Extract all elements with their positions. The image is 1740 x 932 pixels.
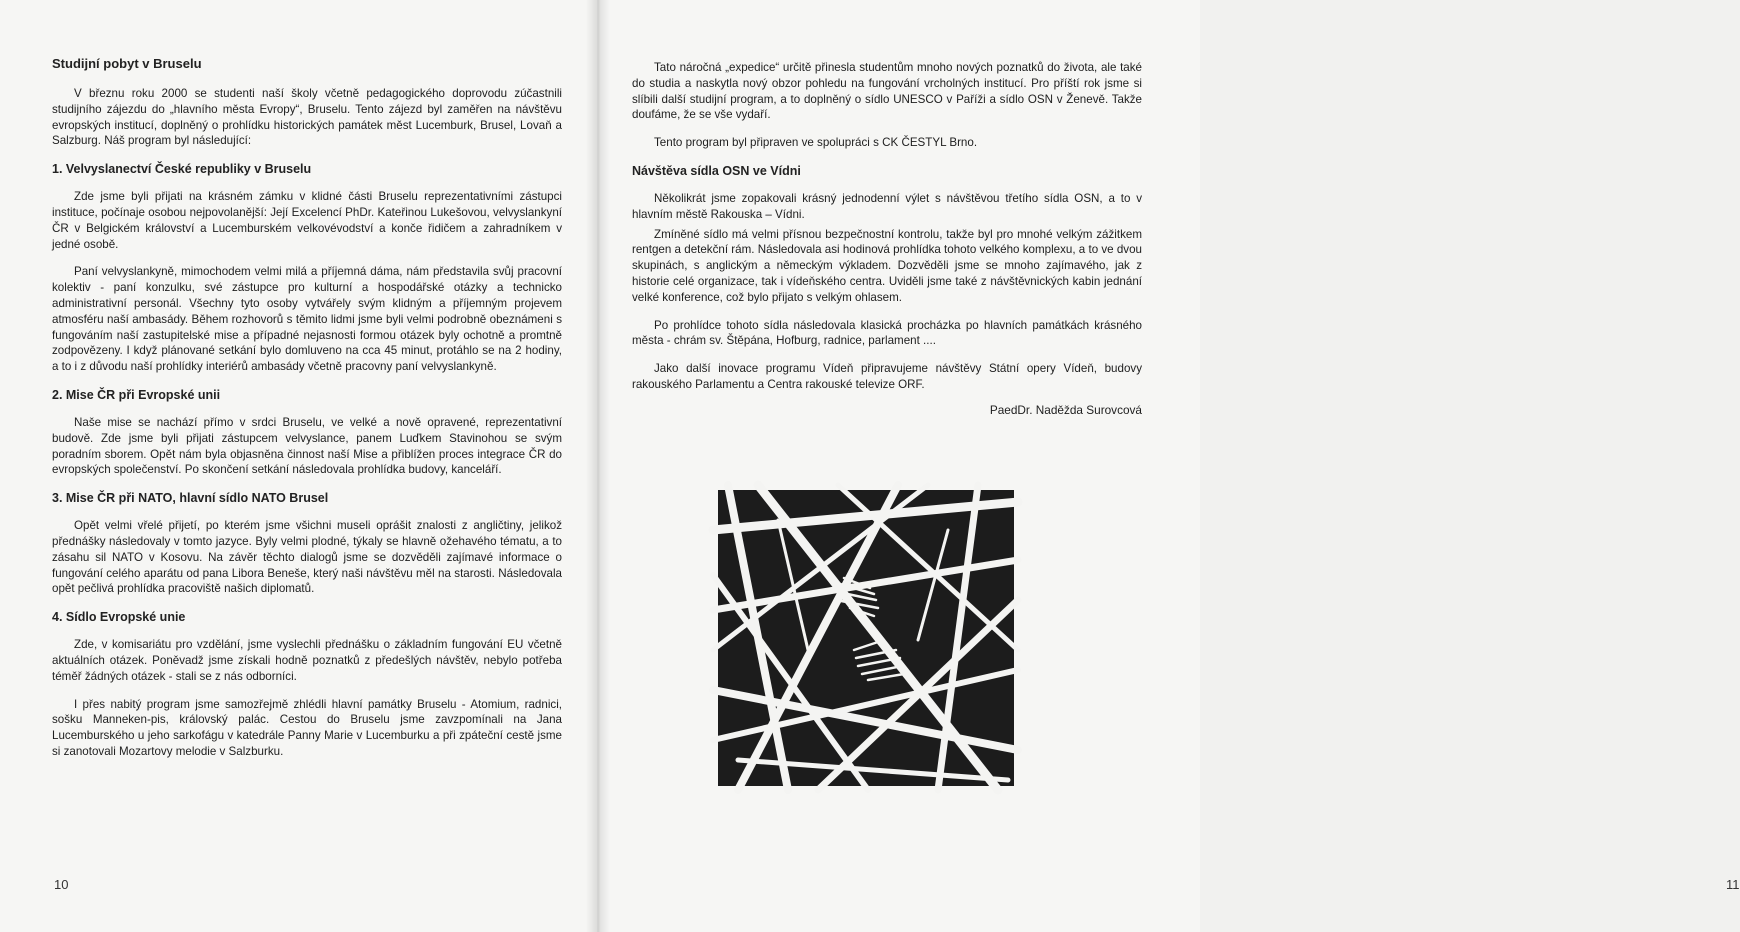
page-number-left: 10 bbox=[54, 877, 69, 892]
section-heading-eu-mission: 2. Mise ČR při Evropské unii bbox=[52, 387, 221, 402]
article-title: Studijní pobyt v Bruselu bbox=[52, 56, 202, 71]
vienna-paragraph-4: Jako další inovace programu Vídeň připravujeme návštěvy Státní opery Vídeň, budovy rakouského Parlamentu a Centra rakouské televize ORF. bbox=[632, 362, 1142, 391]
left-page-text bbox=[52, 56, 562, 772]
section-eu-mission-paragraph: Naše mise se nachází přímo v srdci Bruselu, ve velké a nově opravené, reprezentativní budově. Zde jsme byli přijati zástupcem velvyslance, panem Luďkem Stavinohou se svým poradním sborem. Opět nám byla objasněna činnost naší Mise a přiblížen proces integrace ČR do evropských společenství. Po skončení setkání následovala prohlídka budovy, kanceláří. bbox=[52, 415, 562, 477]
vienna-paragraph-3: Po prohlídce tohoto sídla následovala klasická procházka po hlavních památkách krásného města - chrám sv. Štěpána, Hofburg, radnice, parlament .... bbox=[632, 318, 1142, 348]
section-embassy-paragraph-2: Paní velvyslankyně, mimochodem velmi milá a příjemná dáma, nám představila svůj pracovní kolektiv - paní konzulku, své zástupce pro kulturní a hospodářské otázky a technicko administrativní personál. Všechny tyto osoby vytvářely svým klidným a příjemným projevem atmosféru naší ambasády. Během rozhovorů s těmito lidmi jsme byli velmi podrobně obeznámeni s fungováním naší zastupitelské mise a případné nejasnosti formou otázek byly ochotně a promtně zodpovězeny. I když plánované setkání bylo domluveno na cca 45 minut, protáhlo se na 2 hodiny, a to i z důvodu naší prohlídky interiérů ambasády včetně pracovny paní velvyslankyně. bbox=[52, 265, 562, 374]
section-eu-seat-paragraph-1: Zde, v komisariátu pro vzdělání, jsme vyslechli přednášku o základním fungování EU včetně aktuálních otázek. Poněvadž jsme získali hodně poznatků z předešlých návštěv, nebylo potřeba téměř žádných otázek - stali se z nás odborníci. bbox=[52, 638, 562, 683]
section-eu-seat-paragraph-2: I přes nabitý program jsme samozřejmě zhlédli hlavní památky Bruselu - Atomium, radnici, sošku Manneken-pis, královský palác. Cestou do Bruselu jsme zavzpomínali na Jana Lucemburského u jeho sarkofágu v katedrále Panny Marie v Lucemburku a při zpáteční cestě jsme si zanotovali Mozartovy melodie v Salzburku. bbox=[52, 697, 562, 758]
section-heading-nato: 3. Mise ČR při NATO, hlavní sídlo NATO Brusel bbox=[52, 491, 329, 506]
closing-paragraph: Tato náročná „expedice“ určitě přinesla studentům mnoho nových poznatků do života, ale také do studia a naskytla nový obzor pohledu na fungování vrcholných institucí. Pro příští rok jsme si slíbili další studijní program, a to doplněný o sídlo UNESCO v Paříži a sídlo OSN v Ženevě. Takže doufáme, že se vše vydaří. bbox=[632, 61, 1142, 122]
linocut-artwork-icon bbox=[718, 490, 1014, 786]
vienna-paragraph-1: Několikrát jsme zopakovali krásný jednodenní výlet s návštěvou třetího sídla OSN, a to v hlavním městě Rakouska – Vídni. bbox=[632, 191, 1142, 221]
section-heading-un-vienna: Návštěva sídla OSN ve Vídni bbox=[632, 163, 801, 178]
page-number-right: 11 bbox=[1726, 877, 1740, 892]
author-signature: PaedDr. Naděžda Surovcová bbox=[989, 402, 1142, 417]
vienna-paragraph-2: Zmíněné sídlo má velmi přísnou bezpečnostní kontrolu, takže byl pro mnohé velkým zážitkem rentgen a detekční rám. Následovala asi hodinová prohlídka tohoto velkého komplexu, a to ve dvou skupinách, s anglickým a německým výkladem. Dozvěděli jsme se mnoho zajímavého, jak z historie celé organizace, tak i vídeňského centra. Uviděli jsme také z návštěvnických kabin jednání velké konference, což bylo přijato s velkým ohlasem. bbox=[632, 227, 1142, 304]
book-gutter bbox=[586, 0, 610, 932]
section-nato-paragraph: Opět velmi vřelé přijetí, po kterém jsme všichni museli oprášit znalosti z angličtiny, jelikož přednášky následovaly v tomto jazyce. Byly velmi plodné, týkaly se hlavně ožehavého tématu, a to zásahu sil NATO v Kosovu. Na závěr těchto dialogů jsme se dozvěděli zajímavé informace o fungování celého aparátu od pana Libora Beneše, který naši návštěvu měl na starosti. Následovala opět pečlivá prohlídka pracoviště našich diplomatů. bbox=[52, 519, 562, 596]
right-page-text bbox=[632, 60, 1142, 417]
organizer-paragraph: Tento program byl připraven ve spolupráci s CK ČESTYL Brno. bbox=[654, 136, 978, 150]
left-page bbox=[0, 0, 598, 932]
section-heading-eu-seat: 4. Sídlo Evropské unie bbox=[52, 610, 186, 625]
section-heading-embassy: 1. Velvyslanectví České republiky v Bruselu bbox=[52, 162, 312, 177]
intro-paragraph: V březnu roku 2000 se studenti naší školy včetně pedagogického doprovodu zúčastnili studijního zájezdu do „hlavního města Evropy“, Bruselu. Tento zájezd byl zaměřen na návštěvu evropských institucí, doplněný o prohlídku historických památek měst Lucemburk, Brusel, Lovaň a Salzburg. Náš program byl následující: bbox=[52, 87, 562, 148]
section-embassy-paragraph-1: Zde jsme byli přijati na krásném zámku v klidné části Bruselu reprezentativními zástupci instituce, počínaje osobou nejpovolanější: Její Excelencí PhDr. Kateřinou Lukešovou, velvyslankyní ČR v Belgickém království a Lucemburském velkovévodství a konče řidičem a zahradníkem v jedné osobě. bbox=[52, 190, 562, 251]
